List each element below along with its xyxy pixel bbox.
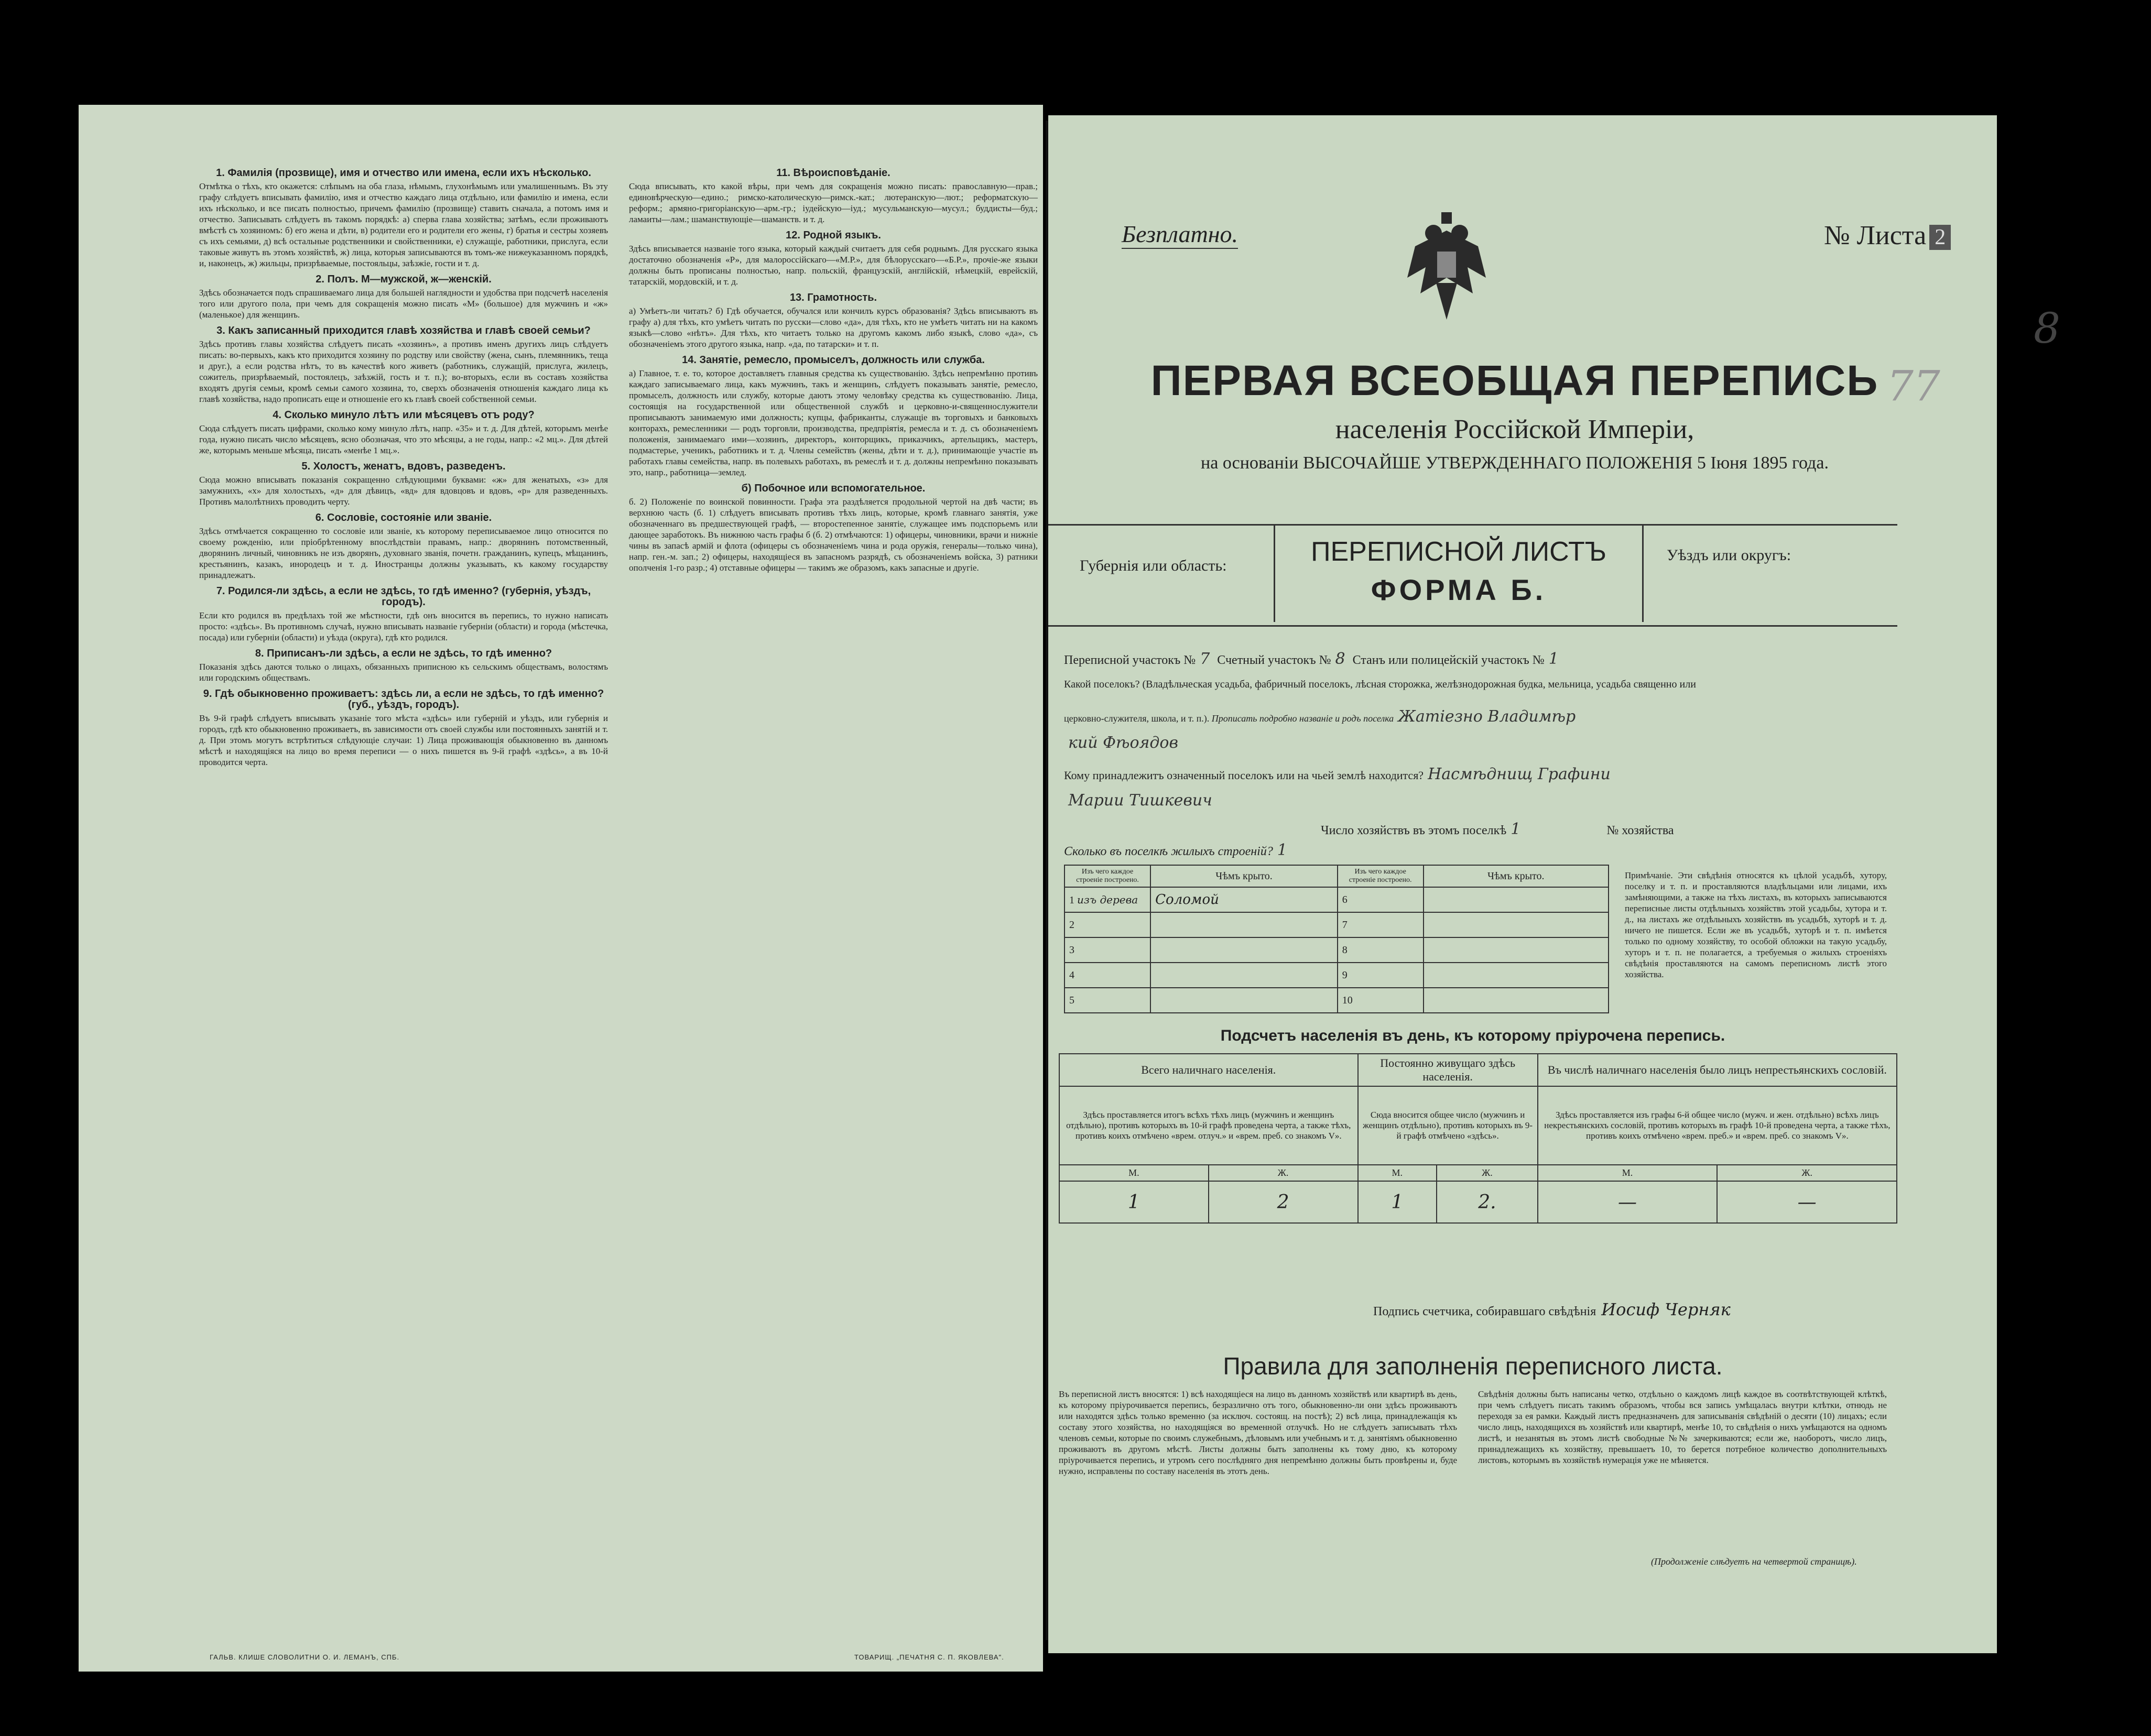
section-heading: б) Побочное или вспомогательное. [741, 483, 926, 494]
census-district-value: 7 [1200, 650, 1210, 668]
buildings-value: 1 [1277, 841, 1287, 859]
rules-text-left: Въ переписной листъ вносятся: 1) всѣ находящіеся на лицо въ данномъ хозяйствѣ или квартирѣ въ день, къ которому пріурочивается перепись, безразлично отъ того, обыкновенно-ли они здѣсь проживаютъ или находятся здѣсь только временно (за исключ. состоящ. на постѣ); 2) всѣ лица, принадлежащія къ составу этого хозяйства, но находящіяся во временной отлучкѣ. Но не слѣдуетъ записывать тѣхъ членовъ семьи, которые по своимъ служебнымъ, дѣловымъ или учебнымъ и т. д. занятіямъ обыкновенно проживаютъ въ другомъ мѣстѣ. Листы должны быть заполнены къ тому дню, къ которому пріурочивается перепись, и утромъ сего послѣдняго дня непремѣнно должны быть провѣрены и, буде нужно, исправлены по составу населенія въ этотъ день. [1059, 1389, 1457, 1476]
table-cell [1150, 988, 1338, 1013]
section-heading: 14. Занятіе, ремесло, промыселъ, должность или служба. [682, 354, 985, 366]
buildings-line [1064, 841, 1291, 859]
section-text: Если кто родился въ предѣлахъ той же мѣстности, гдѣ онъ вносится въ перепись, то нужно написать просто: «здѣсь». Въ противномъ случаѣ, нужно вписывать названіе губерніи (области) и города (мѣстечка, посада) или губерніи (области) и уѣзда (округа), гдѣ кто родился. [199, 610, 608, 642]
police-district-value: 1 [1548, 650, 1559, 668]
settlement-question: Какой поселокъ? (Владѣльческая усадьба, фабричный поселокъ, лѣсная сторожка, желѣзнодорожная будка, мельница, усадьба священно или [1064, 679, 1696, 690]
section [199, 410, 608, 456]
households-label: Число хозяйствъ въ этомъ поселкѣ [1321, 824, 1507, 837]
col-header-present: Всего наличнаго населенія. [1059, 1054, 1358, 1086]
table-cell: 8 [1338, 937, 1424, 963]
section-heading: 8. Приписанъ-ли здѣсь, а если не здѣсь, то гдѣ именно? [255, 648, 552, 659]
instructions-column-left [199, 168, 608, 1535]
owner-value-2: Марии Тишкевич [1068, 791, 1212, 810]
population-count-title: Подсчетъ населенія въ день, къ которому пріурочена перепись. [1220, 1027, 1725, 1044]
table-row [1064, 937, 1609, 963]
settlement-value: Жатіезно Владимѣр [1398, 707, 1576, 726]
handwritten-number-77: 77 [1887, 362, 1940, 410]
buildings-table [1064, 865, 1609, 1013]
rules-title: Правила для заполненія переписного листа. [1223, 1352, 1723, 1380]
table-row [1064, 887, 1609, 912]
population-table [1059, 1053, 1897, 1224]
table-cell: 7 [1338, 912, 1424, 937]
section-text: Сюда слѣдуетъ писать цифрами, сколько кому минуло лѣтъ, напр. «35» и т. д. Для дѣтей, которымъ менѣе года, нужно писать число мѣсяцевъ, ясно обозначая, что это мѣсяцы, а не годы, напр.: «2 мц.». Для дѣтей же, которымъ меньше мѣсяца, писать «менѣе 1 мц.». [199, 423, 608, 455]
nonpeasant-female-count: — [1717, 1181, 1897, 1223]
settlement-line [1064, 707, 1580, 726]
section [629, 355, 1038, 478]
form-header-row [1048, 524, 1897, 627]
section [199, 461, 608, 507]
section-text: Здѣсь вписывается названіе того языка, который каждый считаетъ для себя роднымъ. Для русскаго языка достаточно обозначенія «Р», для малороссійскаго—«М.Р.», для бѣлорусскаго—«Б.Р.», прочіе-же языки должны быть прописаны полностью, напр. польскій, французскій, англійскій, нѣмецкій, еврейскій, татарскій, мордовскій, и т. д. [629, 244, 1038, 287]
section-heading: 13. Грамотность. [789, 292, 877, 303]
table-cell [1424, 963, 1609, 988]
section [629, 230, 1038, 287]
table-cell [1150, 912, 1338, 937]
census-form-page [1048, 115, 2060, 1653]
settlement-value-2: кий Фѣоядов [1068, 734, 1178, 752]
female-label: Ж. [1209, 1165, 1358, 1181]
table-row [1064, 912, 1609, 937]
section-text: Здѣсь обозначается подъ спрашиваемаго лица для большей наглядности и удобства при подсчетѣ населенія того или другого пола, при чемъ для сокращенія можно писать «М» (большое) для мужчинъ и «ж» (маленькое) для женщинъ. [199, 288, 608, 320]
section-heading: 2. Полъ. М—мужской, ж—женскій. [316, 274, 492, 285]
handwritten-number-8: 8 [2034, 304, 2060, 353]
present-male-count: 1 [1059, 1181, 1209, 1223]
section-heading: 9. Гдѣ обыкновенно проживаетъ: здѣсь ли, а если не здѣсь, то гдѣ именно? (губ., уѣздъ, городъ). [203, 688, 604, 711]
form-title: ПЕРЕПИСНОЙ ЛИСТЪ [1311, 537, 1606, 567]
form-name: ФОРМА Б. [1371, 573, 1547, 606]
resident-male-count: 1 [1358, 1181, 1437, 1223]
table-cell: 6 [1338, 887, 1424, 912]
form-title-box [1274, 526, 1644, 622]
left-page [79, 105, 1043, 1672]
col-desc-present: Здѣсь проставляется итогъ всѣхъ тѣхъ лицъ (мужчинъ и женщинъ отдѣльно), противъ которыхъ въ 10-й графѣ проведена черта, а также тѣхъ, противъ коихъ отмѣчено «врем. отлуч.» и «врем. преб. со знакомъ V». [1059, 1086, 1358, 1165]
table-row [1064, 963, 1609, 988]
section [629, 168, 1038, 225]
table-cell [1150, 963, 1338, 988]
owner-line [1064, 765, 1615, 783]
section-text: Сюда вписывать, кто какой вѣры, при чемъ для сокращенія можно писать: православную—прав.; единовѣрческую—едино.; римско-католическую—римск.-кат.; лютеранскую—лют.; реформатскую—реформ.; армяно-григоріанскую—арм.-гр.; іудейскую—іуд.; мусульманскую—мусул.; буддисты—буд.; ламаиты—лам.; шаманствующіе—шаманств. и т. д. [629, 181, 1038, 224]
census-district-label: Переписной участокъ № [1064, 653, 1196, 667]
table-cell [1424, 988, 1609, 1013]
settlement-hint: церковно-служителя, школа, и т. п.). [1064, 713, 1210, 724]
table-cell: 5 [1064, 988, 1150, 1013]
table-cell: 10 [1338, 988, 1424, 1013]
counting-district-label: Счетный участокъ № [1217, 653, 1331, 667]
gubernia-label: Губернія или область: [1080, 557, 1227, 574]
section-heading: 6. Сословіе, состояніе или званіе. [315, 512, 492, 523]
table-cell [1150, 937, 1338, 963]
col-header-roof: Чѣмъ крыто. [1424, 865, 1609, 887]
section [199, 512, 608, 581]
present-female-count: 2 [1209, 1181, 1358, 1223]
owner-value: Насмѣднищ Графини [1428, 765, 1611, 783]
section-text: Здѣсь противъ главы хозяйства слѣдуетъ писать «хозяинъ», а противъ именъ другихъ лицъ слѣдуетъ писать: во-первыхъ, какъ кто приходится хозяину по родству или свойству (жена, сынъ, племянникъ, теща и друг.), а если родства нѣтъ, то въ качествѣ кого живетъ (работникъ, служащій, прислуга, жилецъ, сожитель, призрѣваемый, постоялецъ, заѣзжій, гость и т. п.); во-вторыхъ, если въ составъ хозяйства входятъ другія семьи, кромѣ семьи самого хозяина, то, сверхъ обозначенія отношенія каждаго лица къ главѣ хозяйства, надо прописать еще и отношеніе его къ главѣ своей собственной семьи. [199, 339, 608, 404]
owner-line-2 [1064, 791, 1216, 810]
table-cell: 3 [1064, 937, 1150, 963]
buildings-label: Сколько въ поселкѣ жилыхъ строеній? [1064, 845, 1273, 858]
table-cell: 9 [1338, 963, 1424, 988]
double-headed-eagle-icon [1405, 210, 1489, 325]
section [199, 586, 608, 643]
col-desc-resident: Сюда вносится общее число (мужчинъ и женщинъ отдѣльно), противъ которыхъ въ 9-й графѣ отмѣчено «здѣсь». [1358, 1086, 1538, 1165]
female-label: Ж. [1437, 1165, 1538, 1181]
section-text: Показанія здѣсь даются только о лицахъ, обязанныхъ приписною къ сельскимъ обществамъ, волостямъ или городскимъ обществамъ. [199, 662, 608, 683]
section-text: а) Умѣетъ-ли читать? б) Гдѣ обучается, обучался или кончилъ курсъ образованія? Здѣсь вписываютъ въ графу а) для тѣхъ, кто умѣетъ читать по русски—слово «да», для тѣхъ, кто не умѣетъ читать ни на какомъ языкѣ—слово «нѣтъ». Для тѣхъ, кто читаетъ только на другомъ какомъ либо языкѣ, слово «да», съ обозначеніемъ этого другого языка, напр. «да, по татарски» и т. п. [629, 306, 1038, 349]
section [629, 292, 1038, 350]
uezd-label: Уѣздъ или округъ: [1667, 547, 1791, 564]
printer-footer-left: ГАЛЬВ. КЛИШЕ СЛОВОЛИТНИ О. И. ЛЕМАНЪ, СПБ. [210, 1653, 400, 1661]
rules-text-right: Свѣдѣнія должны быть написаны четко, отдѣльно о каждомъ лицѣ каждое въ соотвѣтствующей клѣткѣ, при чемъ слѣдуетъ писать такимъ образомъ, чтобы вся запись умѣщалась внутри клѣтки, отнюдь не переходя за ея рамки. Каждый листъ предназначенъ для записыванія свѣдѣній о десяти (10) лицахъ; если число лицъ, находящихся въ хозяйствѣ или квартирѣ, менѣе 10, то свѣдѣнія о нихъ умѣщаются на одномъ листѣ, и незанятыя въ этомъ листѣ свободные №№ зачеркиваются; если же, наоборотъ, число лицъ, принадлежащихъ къ хозяйству, превышаетъ 10, то берется потребное количество дополнительныхъ листовъ, которымъ въ хозяйствѣ нумерація уже не мѣняется. [1478, 1389, 1887, 1465]
households-line [1321, 820, 1674, 838]
signature-value: Иосиф Черняк [1601, 1300, 1731, 1319]
col-desc-nonpeasant: Здѣсь проставляется изъ графы 6-й общее число (мужч. и жен. отдѣльно) всѣхъ лицъ некрестьянскихъ сословій, противъ которыхъ въ графѣ 10-й проведена черта, а также тѣхъ, противъ коихъ отмѣчено «врем. преб.» и «врем. преб. со знакомъ V». [1538, 1086, 1897, 1165]
table-cell [1424, 937, 1609, 963]
list-number [1824, 220, 1951, 251]
owner-label: Кому принадлежитъ означенный поселокъ или на чьей землѣ находится? [1064, 769, 1424, 782]
police-district-label: Станъ или полицейскій участокъ № [1352, 653, 1545, 667]
section-text: Сюда можно вписывать показанія сокращенно слѣдующими буквами: «ж» для женатыхъ, «з» для замужнихъ, «х» для холостыхъ, «д» для дѣвицъ, «вд» для вдовцовъ и вдовъ, «р» для разведенныхъ. Противъ малолѣтнихъ проводить черту. [199, 475, 608, 507]
male-label: М. [1358, 1165, 1437, 1181]
section [199, 325, 608, 405]
section-heading: 3. Какъ записанный приходится главѣ хозяйства и главѣ своей семьи? [216, 325, 591, 336]
census-decree: на основаніи ВЫСОЧАЙШЕ УТВЕРЖДЕННАГО ПОЛОЖЕНІЯ 5 Іюня 1895 года. [1201, 453, 1829, 473]
section-heading: 4. Сколько минуло лѣтъ или мѣсяцевъ отъ роду? [273, 409, 535, 421]
census-title: ПЕРВАЯ ВСЕОБЩАЯ ПЕРЕПИСЬ [1150, 357, 1879, 405]
signature-label: Подпись счетчика, собиравшаго свѣдѣнія [1373, 1305, 1596, 1318]
section-heading: 5. Холостъ, женатъ, вдовъ, разведенъ. [301, 461, 506, 472]
section [199, 689, 608, 768]
section-text: а) Главное, т. е. то, которое доставляетъ главныя средства къ существованію. Здѣсь непремѣнно противъ каждаго записываемаго лица, какъ мужчинъ, такъ и женщинъ, слѣдуетъ показывать занятіе, ремесло, промыселъ, должность или службу, которые даютъ этому человѣку средства къ существованію. Лица, состоящія на государственной или общественной службѣ и церковно-и-священнослужители прописываютъ занимаемую ими должность; купцы, фабриканты, служащіе въ торговыхъ и банковыхъ конторахъ, ремесленники — родъ торговли, производства, предпріятія, ремесла и т. д. съ обозначеніемъ положенія, занимаемаго ими—хозяинъ, директоръ, конторщикъ, приказчикъ, артельщикъ, мастеръ, подмастерье, ученикъ, работникъ и т. д. Члены семействъ (жены, дѣти и т. д.), принимающіе участіе въ работахъ главы семейства, напр. въ полевыхъ работахъ, въ ремеслѣ и т. д. должны непремѣнно показывать это, напр., работница—землед. [629, 368, 1038, 477]
printer-footer-right: ТОВАРИЩ. „ПЕЧАТНЯ С. П. ЯКОВЛЕВА". [854, 1653, 1004, 1661]
section-text: Здѣсь отмѣчается сокращенно то сословіе или званіе, къ которому переписываемое лицо относится по своему рожденію, или пріобрѣтенному впослѣдствіи правамъ, напр.: дворянинъ потомственный, дворянинъ личный, чиновникъ не изъ дворянъ, духовнаго званія, почетн. гражданинъ, купецъ, мѣщанинъ, крестьянинъ, казакъ, инородецъ и т. д. Иностранцы должны указывать, къ какому государству принадлежатъ. [199, 526, 608, 580]
male-label: М. [1538, 1165, 1718, 1181]
list-number-value: 2 [1929, 225, 1951, 250]
nonpeasant-male-count: — [1538, 1181, 1718, 1223]
table-cell: Соломой [1150, 887, 1338, 912]
section-text: Въ 9-й графѣ слѣдуетъ вписывать указаніе того мѣста «здѣсь» или губерній и уѣздъ, или губернія и городъ, гдѣ кто обыкновенно проживаетъ, въ зависимости отъ своей службы или постоянныхъ занятій и т. д. При этомъ могутъ встрѣтиться слѣдующіе случаи: 1) Лица проживающія обыкновенно въ данномъ мѣстѣ и находящіяся на лицо во время переписи — о нихъ пишется въ 9-й графѣ «здѣсь», а въ 10-й проводится черта. [199, 713, 608, 767]
counting-district-value: 8 [1335, 650, 1345, 668]
census-subtitle: населенія Россійской Имперіи, [1335, 414, 1694, 444]
table-cell: 2 [1064, 912, 1150, 937]
continued-note: (Продолженіе слѣдуетъ на четвертой страницѣ). [1651, 1556, 1857, 1567]
col-header-resident: Постоянно живущаго здѣсь населенія. [1358, 1054, 1538, 1086]
section [199, 648, 608, 683]
section [629, 483, 1038, 573]
section [199, 168, 608, 269]
list-number-label: № Листа [1824, 221, 1927, 250]
table-cell [1424, 912, 1609, 937]
table-cell: 1 изъ дерева [1064, 887, 1150, 912]
household-number-label: № хозяйства [1606, 824, 1674, 837]
instructions-column-right [629, 168, 1038, 1535]
section-heading: 7. Родился-ли здѣсь, а если не здѣсь, то гдѣ именно? (губернія, уѣздъ, городъ). [216, 585, 591, 608]
settlement-line-2 [1064, 734, 1182, 752]
section-heading: 1. Фамилія (прозвище), имя и отчество или имена, если ихъ нѣсколько. [216, 168, 591, 179]
table-row [1064, 988, 1609, 1013]
table-cell: 4 [1064, 963, 1150, 988]
section [199, 274, 608, 320]
enumerator-signature [1373, 1300, 1731, 1319]
table-cell [1424, 887, 1609, 912]
section-text: Отмѣтка о тѣхъ, кто окажется: слѣпымъ на оба глаза, нѣмымъ, глухонѣмымъ или умалишеннымъ. Въ эту графу слѣдуетъ вписывать фамилію, имя и отчество каждаго лица отдѣльно, или фамилію и имена, если ихъ нѣсколько, и все писать полностью, причемъ фамилію (прозвище) ставить сначала, а потомъ имя и отчество. Записывать слѣдуетъ въ такомъ порядкѣ: а) сперва глава хозяйства; затѣмъ, если проживаютъ вмѣстѣ съ хозяиномъ: б) его жена и дѣти, в) родители его и родители его жены, г) братья и сестры хозяевъ съ ихъ семьями, д) всѣ остальные родственники и свойственники, е) служащіе, работники, прислуга, если таковые живутъ въ этомъ хозяйствѣ, ж) лица, которыя записываются въ томъ-же нижеуказанномъ порядкѣ, и, наконецъ, ж) жильцы, призрѣваемые, постояльцы, заѣзжіе, гости и т. д. [199, 181, 608, 268]
section-heading: 12. Родной языкъ. [786, 230, 881, 241]
free-label: Безплатно. [1122, 220, 1238, 249]
district-line [1064, 650, 1563, 668]
male-label: М. [1059, 1165, 1209, 1181]
resident-female-count: 2. [1437, 1181, 1538, 1223]
col-header-built: Изъ чего каждое строеніе построено. [1338, 865, 1424, 887]
settlement-instruction: Прописать подробно названіе и родъ поселка [1211, 713, 1394, 724]
households-value: 1 [1511, 820, 1521, 838]
section-heading: 11. Вѣроисповѣданіе. [776, 168, 890, 179]
col-header-roof: Чѣмъ крыто. [1150, 865, 1338, 887]
section-text: б. 2) Положеніе по воинской повинности. Графа эта раздѣляется продольной чертой на двѣ части; въ верхнюю часть (б. 1) слѣдуетъ вписывать противъ тѣхъ лицъ, которые, кромѣ главнаго занятія, уже обозначеннаго въ предшествующей графѣ, — второстепенное занятіе, служащее имъ подспорьемъ или дающее заработокъ. Въ нижнюю часть графы б (б. 2) отмѣчаются: 1) офицеры, чиновники, врачи и нижніе чины въ запасѣ армій и флота (офицеры съ обозначеніемъ чина и рода оружія, генералы—только чина), напр. ген.-м. зап.; 2) офицеры, находящіеся въ запасномъ разрядѣ, съ обозначеніемъ войска, 3) ратники ополченія 1-го разр.; 4) отставные офицеры — такимъ же образомъ, какъ запасные и другіе. [629, 497, 1038, 573]
col-header-nonpeasant: Въ числѣ наличнаго населенія было лицъ непрестьянскихъ сословій. [1538, 1054, 1897, 1086]
female-label: Ж. [1717, 1165, 1897, 1181]
buildings-note: Примѣчаніе. Эти свѣдѣнія относятся къ цѣлой усадьбѣ, хутору, поселку и т. п. и проставляются владѣльцами или лицами, ихъ замѣняющими, а также на тѣхъ листахъ, въ которыхъ записываются переписные листы отдѣльныхъ хозяйствъ этой усадьбы, хутора и т. д., на листахъ же отдѣльныхъ хозяйствъ въ усадьбѣ, хуторѣ и т. д. ничего не пишется. Если же въ усадьбѣ, хуторѣ и т. п. имѣется только по одному хозяйству, то особой обложки на такую усадьбу, хуторъ и т. п. не полагается, а требуемыя о жилыхъ строеніяхъ свѣдѣнія проставляются на самомъ переписномъ листѣ этого хозяйства. [1625, 870, 1887, 979]
col-header-built: Изъ чего каждое строеніе построено. [1064, 865, 1150, 887]
